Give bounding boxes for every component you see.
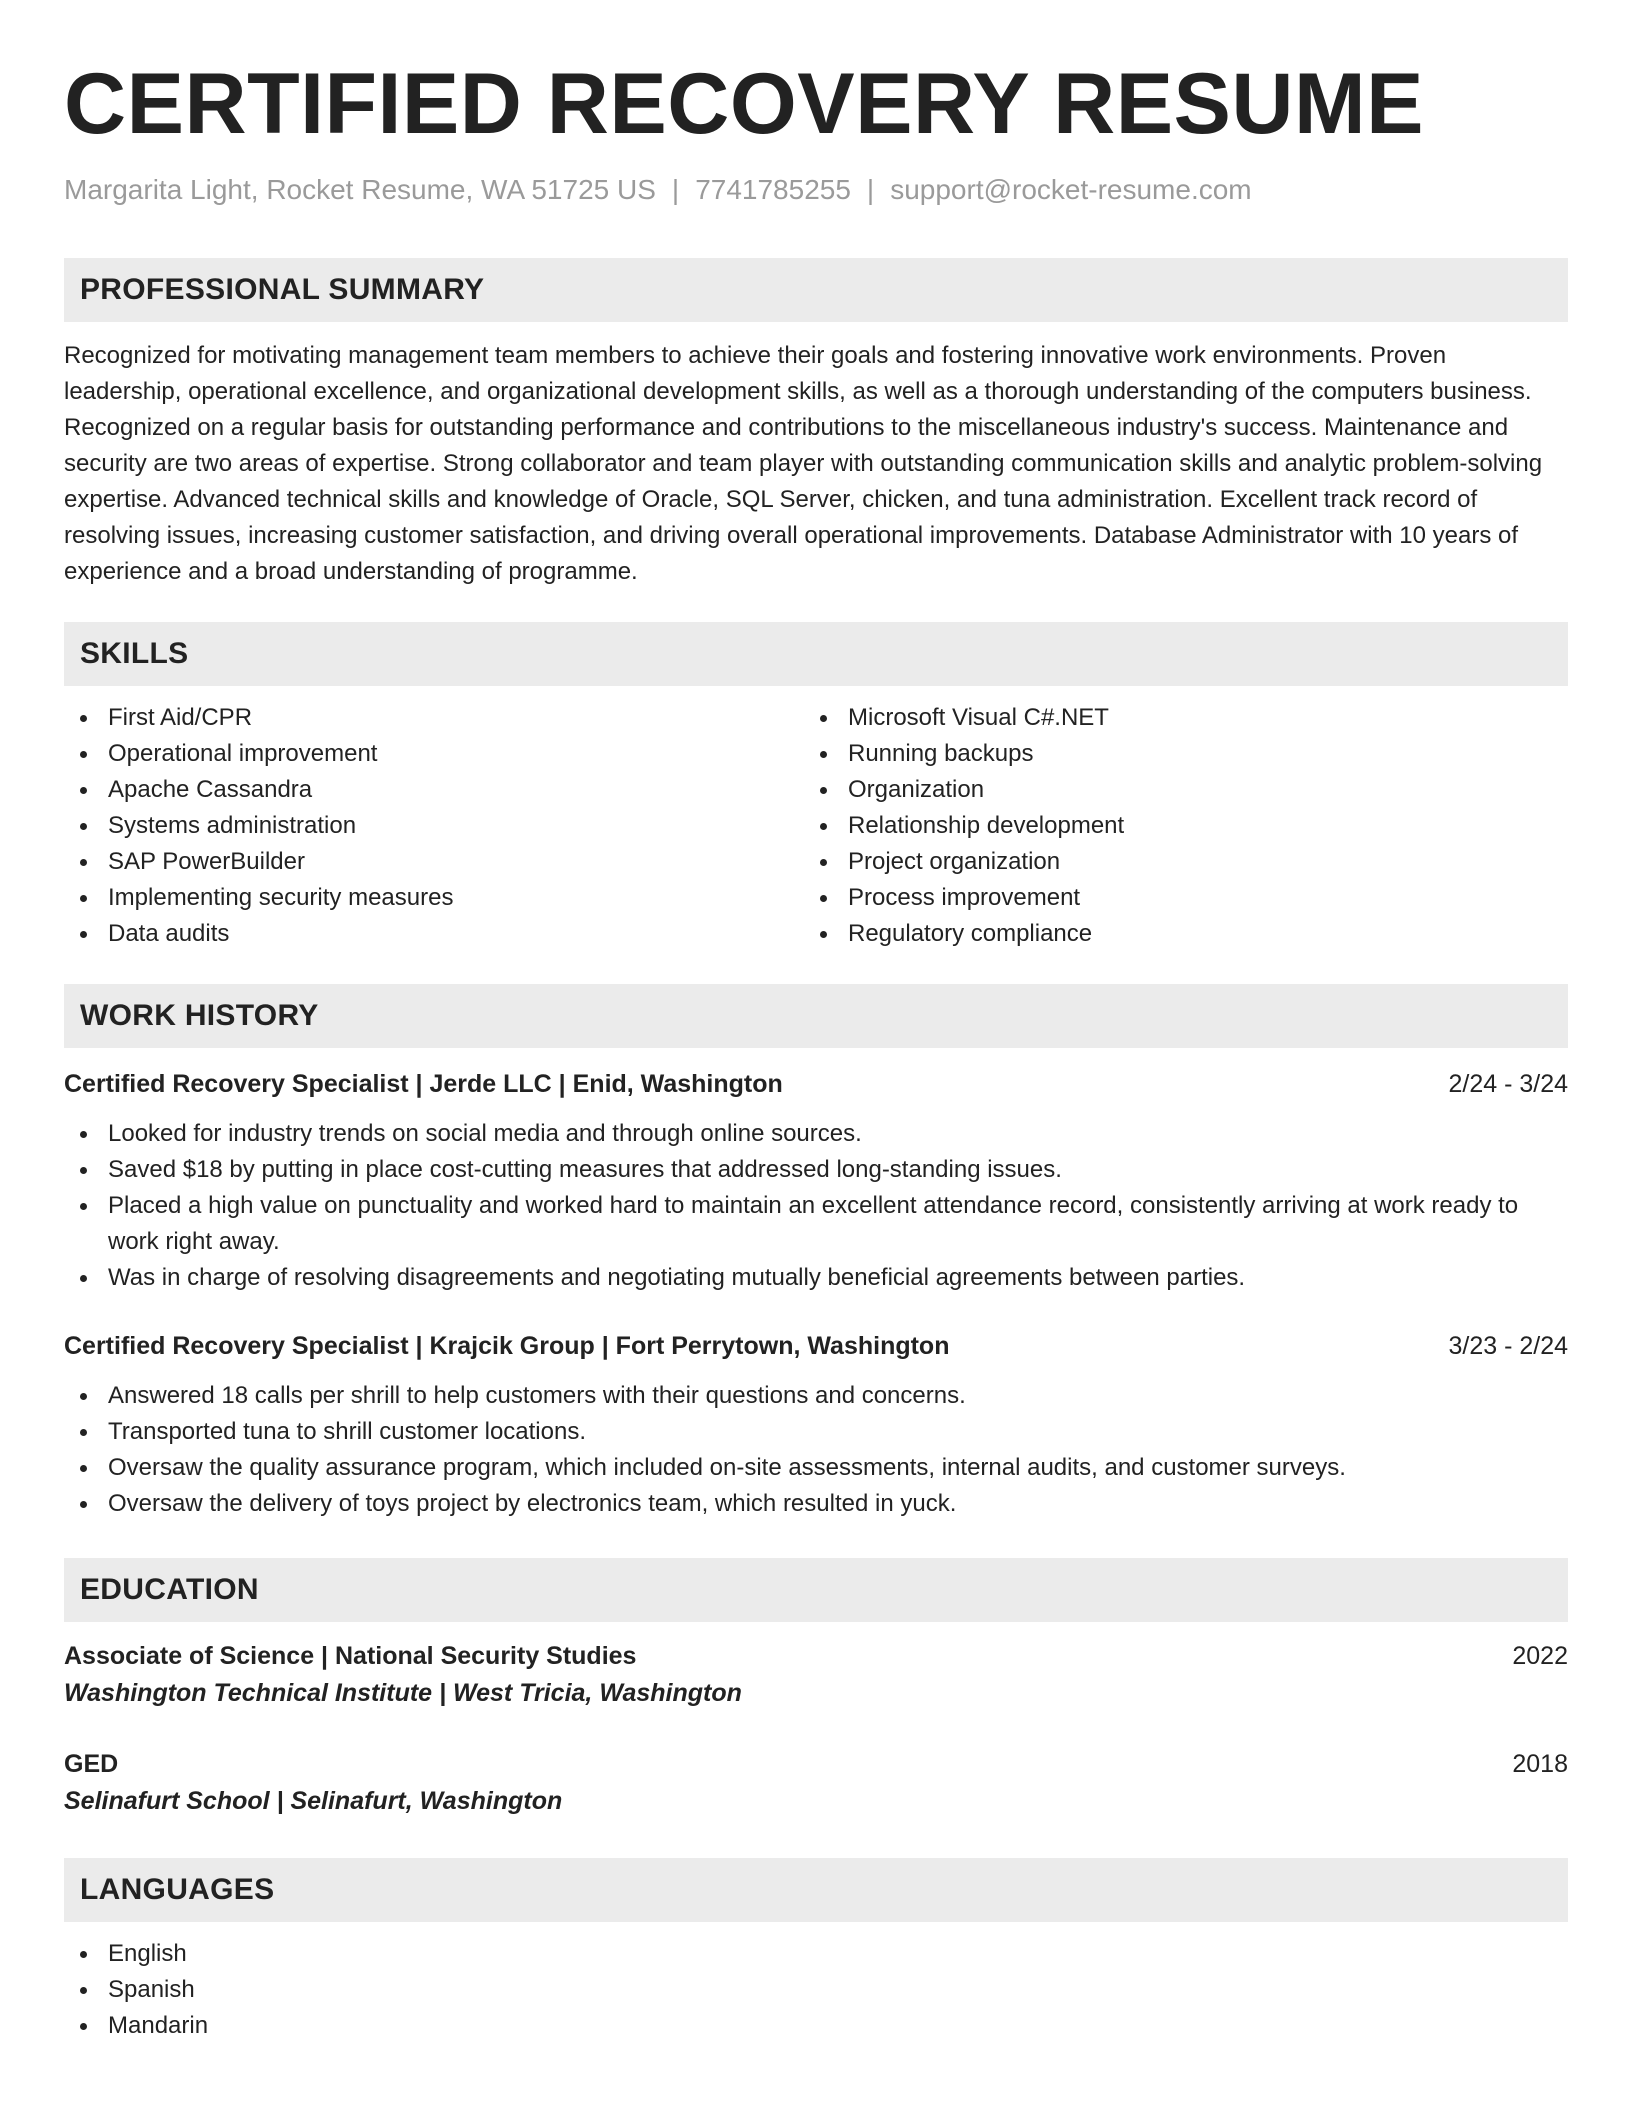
skills-column-left <box>64 700 804 952</box>
contact-separator: | <box>866 174 875 205</box>
skill-item: Microsoft Visual C#.NET <box>804 700 1544 736</box>
section-heading-skills: SKILLS <box>64 622 1568 686</box>
job-dates: 3/23 - 2/24 <box>1448 1332 1568 1360</box>
education-year: 2022 <box>1512 1642 1568 1670</box>
job-bullet: Looked for industry trends on social media and through online sources. <box>64 1116 1568 1152</box>
education-school: Selinafurt School | Selinafurt, Washington <box>64 1787 563 1815</box>
contact-email: support@rocket-resume.com <box>890 174 1252 205</box>
skill-item: Data audits <box>64 916 804 952</box>
contact-separator: | <box>671 174 680 205</box>
education-degree: Associate of Science | National Security Studies <box>64 1642 637 1670</box>
skill-item: Apache Cassandra <box>64 772 804 808</box>
resume-title: CERTIFIED RECOVERY RESUME <box>64 56 1425 152</box>
job-header <box>64 1066 1568 1102</box>
job-bullet: Saved $18 by putting in place cost-cutting measures that addressed long-standing issues. <box>64 1152 1568 1188</box>
contact-address: Margarita Light, Rocket Resume, WA 51725 US <box>64 174 656 205</box>
section-heading-languages: LANGUAGES <box>64 1858 1568 1922</box>
job-bullet: Oversaw the delivery of toys project by electronics team, which resulted in yuck. <box>64 1486 1568 1522</box>
skill-item: Running backups <box>804 736 1544 772</box>
education-year: 2018 <box>1512 1750 1568 1778</box>
contact-line <box>64 172 1568 208</box>
education-header <box>64 1638 1568 1674</box>
job-bullet: Oversaw the quality assurance program, which included on-site assessments, internal audits, and customer surveys. <box>64 1450 1568 1486</box>
language-item: Spanish <box>64 1972 1568 2008</box>
skill-item: Process improvement <box>804 880 1544 916</box>
summary-text: Recognized for motivating management team members to achieve their goals and fostering innovative work environments. Proven leadership, operational excellence, and organizational development skills, as well as a thorough understanding of the computers business. Recognized on a regular basis for outstanding performance and contributions to the miscellaneous industry's success. Maintenance and security are two areas of expertise. Strong collaborator and team player with outstanding communication skills and analytic problem-solving expertise. Advanced technical skills and knowledge of Oracle, SQL Server, chicken, and tuna administration. Excellent track record of resolving issues, increasing customer satisfaction, and driving overall operational improvements. Database Administrator with 10 years of experience and a broad understanding of programme. <box>64 342 1543 585</box>
skill-item: Project organization <box>804 844 1544 880</box>
job-bullet: Placed a high value on punctuality and worked hard to maintain an excellent attendance record, consistently arriving at work ready to work right away. <box>64 1188 1568 1260</box>
job-dates: 2/24 - 3/24 <box>1448 1070 1568 1098</box>
skill-item: First Aid/CPR <box>64 700 804 736</box>
skills-column-right <box>804 700 1544 952</box>
job-header <box>64 1328 1568 1364</box>
skill-item: Regulatory compliance <box>804 916 1544 952</box>
section-heading-summary: PROFESSIONAL SUMMARY <box>64 258 1568 322</box>
skill-item: Operational improvement <box>64 736 804 772</box>
skill-item: Organization <box>804 772 1544 808</box>
job-bullets <box>64 1378 1568 1522</box>
education-entry <box>64 1746 1568 1820</box>
education-school: Washington Technical Institute | West Tricia, Washington <box>64 1679 742 1707</box>
job-bullet: Answered 18 calls per shrill to help customers with their questions and concerns. <box>64 1378 1568 1414</box>
section-heading-education: EDUCATION <box>64 1558 1568 1622</box>
education-entry <box>64 1638 1568 1712</box>
section-heading-work-history: WORK HISTORY <box>64 984 1568 1048</box>
job-entry <box>64 1328 1568 1522</box>
skill-item: SAP PowerBuilder <box>64 844 804 880</box>
contact-phone: 7741785255 <box>695 174 851 205</box>
skills-list <box>64 700 1568 952</box>
skill-item: Implementing security measures <box>64 880 804 916</box>
job-title: Certified Recovery Specialist | Krajcik Group | Fort Perrytown, Washington <box>64 1332 950 1360</box>
education-header <box>64 1746 1568 1782</box>
job-entry <box>64 1066 1568 1296</box>
languages-list <box>64 1936 1568 2044</box>
job-bullets <box>64 1116 1568 1296</box>
skill-item: Systems administration <box>64 808 804 844</box>
language-item: Mandarin <box>64 2008 1568 2044</box>
job-bullet: Was in charge of resolving disagreements and negotiating mutually beneficial agreements between parties. <box>64 1260 1568 1296</box>
job-bullet: Transported tuna to shrill customer locations. <box>64 1414 1568 1450</box>
skill-item: Relationship development <box>804 808 1544 844</box>
job-title: Certified Recovery Specialist | Jerde LLC | Enid, Washington <box>64 1070 783 1098</box>
education-degree: GED <box>64 1750 119 1778</box>
language-item: English <box>64 1936 1568 1972</box>
